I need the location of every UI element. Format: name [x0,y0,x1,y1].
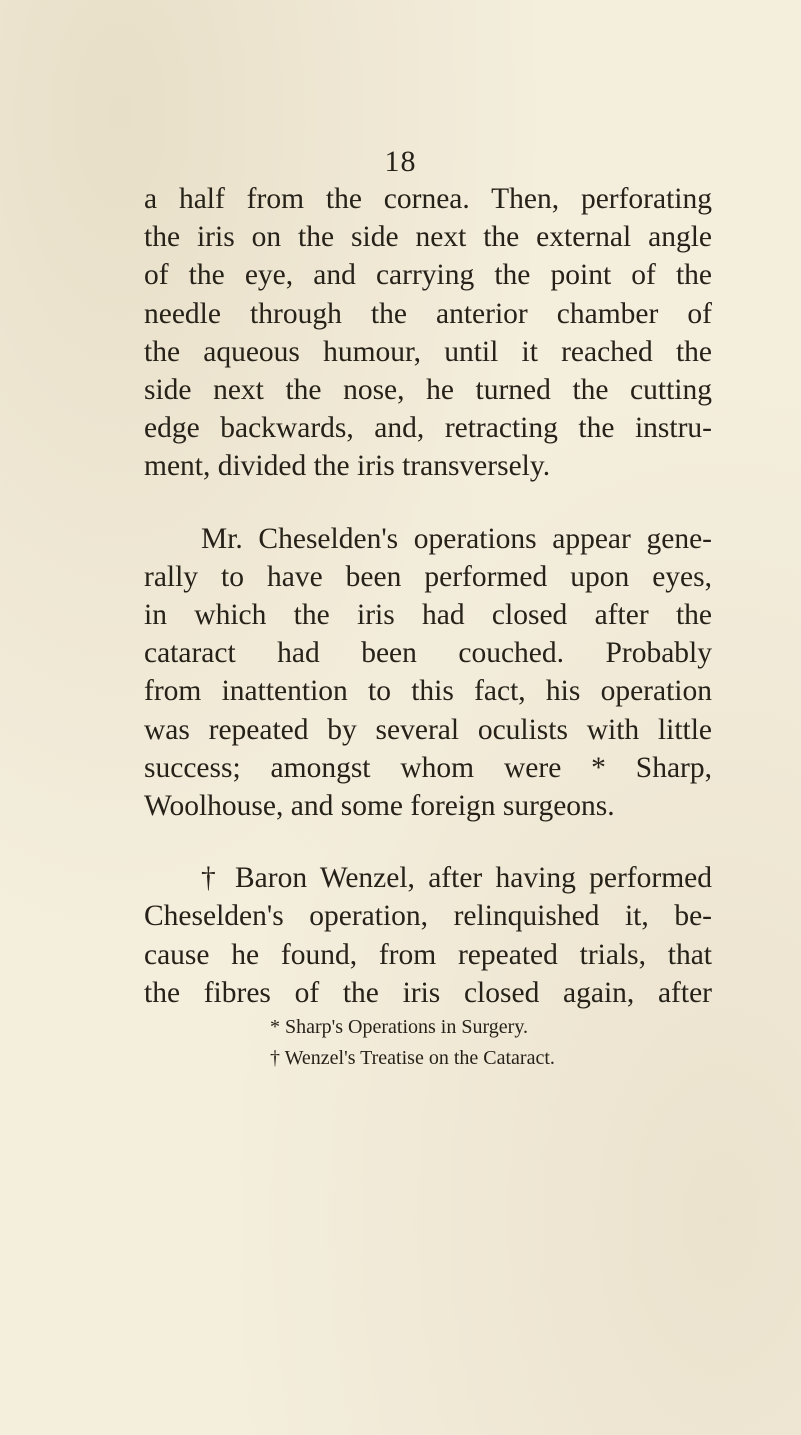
text-line: was repeated by several oculists with little [144,713,712,746]
text-line: the iris on the side next the external angle [144,221,712,254]
footnote-wenzel: † Wenzel's Treatise on the Cataract. [270,1047,555,1069]
text-line: edge backwards, and, retracting the instru- [144,412,712,445]
text-line: cataract had been couched. Probably [144,637,712,670]
text-line: Woolhouse, and some foreign surgeons. [144,790,615,823]
text-line: needle through the anterior chamber of [144,297,712,330]
body-text [144,180,712,1012]
text-line: † Baron Wenzel, after having performed [201,862,712,895]
text-line: Mr. Cheselden's operations appear gene- [201,522,712,555]
text-line: of the eye, and carrying the point of the [144,259,712,292]
text-line: Cheselden's operation, relinquished it, be- [144,900,712,933]
footnotes [270,1012,730,1074]
paragraph-2 [144,520,712,826]
text-line: a half from the cornea. Then, perforating [144,183,712,215]
text-line: the fibres of the iris closed again, after [144,976,712,1009]
page-number: 18 [384,145,417,178]
text-line: rally to have been performed upon eyes, [144,560,712,593]
text-line: in which the iris had closed after the [144,599,712,632]
text-line: from inattention to this fact, his operation [144,675,712,708]
text-line: ment, divided the iris transversely. [144,450,551,483]
text-line: success; amongst whom were * Sharp, [144,751,712,784]
text-line: the aqueous humour, until it reached the [144,335,712,368]
text-line: side next the nose, he turned the cutting [144,374,712,407]
text-line: cause he found, from repeated trials, that [144,938,712,971]
footnote-sharp: * Sharp's Operations in Surgery. [270,1016,529,1038]
paragraph-1 [144,180,712,486]
paragraph-3 [144,859,712,1012]
